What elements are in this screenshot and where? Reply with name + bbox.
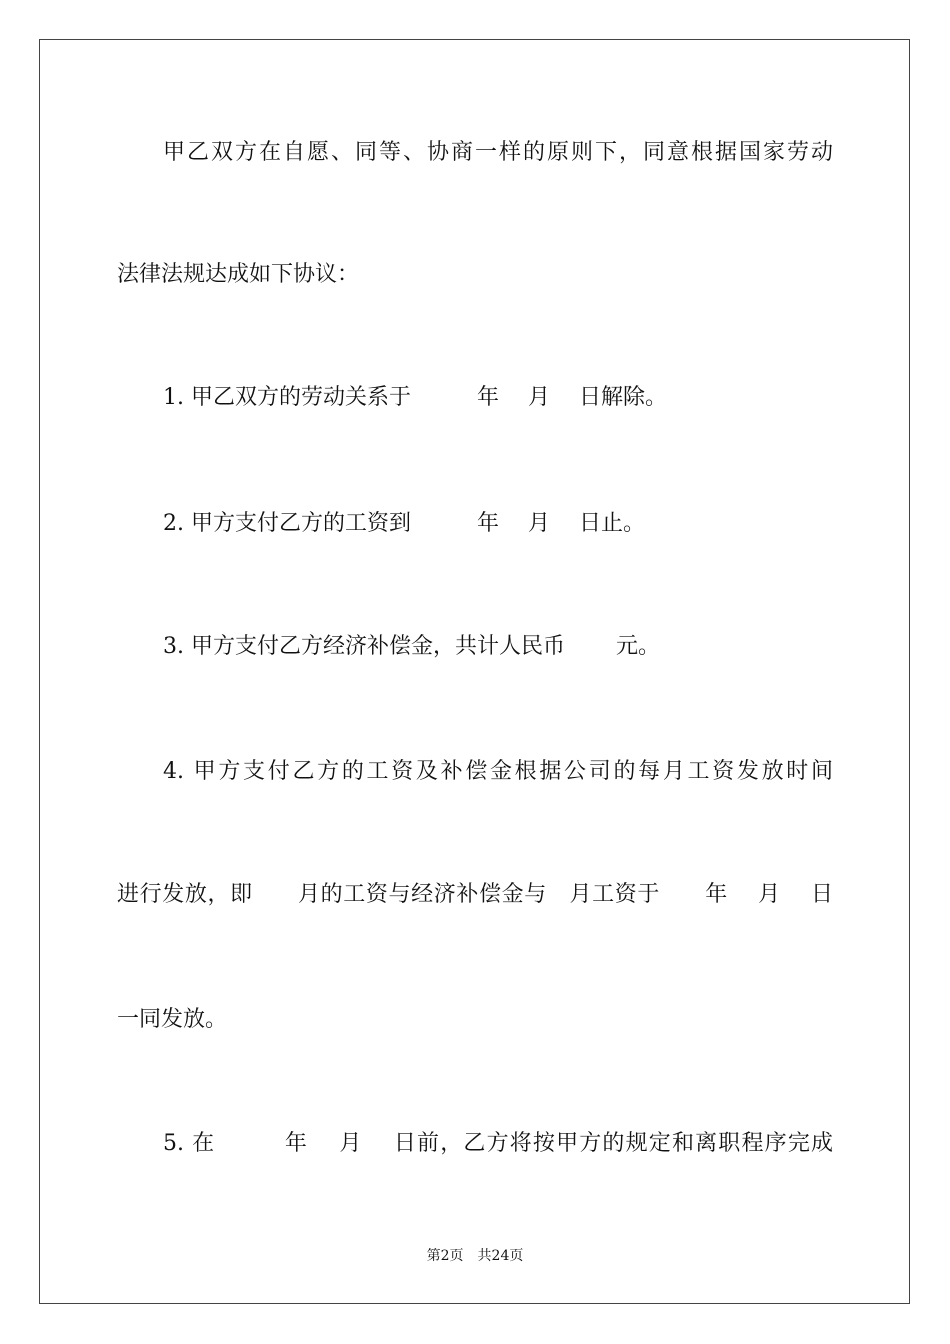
page-footer: 第2页 共24页 (426, 1248, 524, 1264)
intro-paragraph-line-2: 法律法规达成如下协议： (117, 262, 360, 287)
clause-1: 1. 甲乙双方的劳动关系于 年 月 日解除。 (163, 385, 667, 410)
clause-3: 3. 甲方支付乙方经济补偿金，共计人民币 元。 (163, 634, 660, 659)
clause-5-line-1: 5. 在 年 月 日前，乙方将按甲方的规定和离职程序完成 (163, 1131, 833, 1156)
clause-2: 2. 甲方支付乙方的工资到 年 月 日止。 (163, 511, 645, 536)
intro-paragraph-line-1: 甲乙双方在自愿、同等、协商一样的原则下，同意根据国家劳动 (163, 140, 833, 165)
clause-4-line-2: 进行发放，即 月的工资与经济补偿金与 月工资于 年 月 日 (117, 882, 833, 907)
clause-4-line-1: 4. 甲方支付乙方的工资及补偿金根据公司的每月工资发放时间 (163, 759, 833, 784)
page-border (39, 39, 910, 1304)
clause-4-line-3: 一同发放。 (117, 1007, 228, 1032)
